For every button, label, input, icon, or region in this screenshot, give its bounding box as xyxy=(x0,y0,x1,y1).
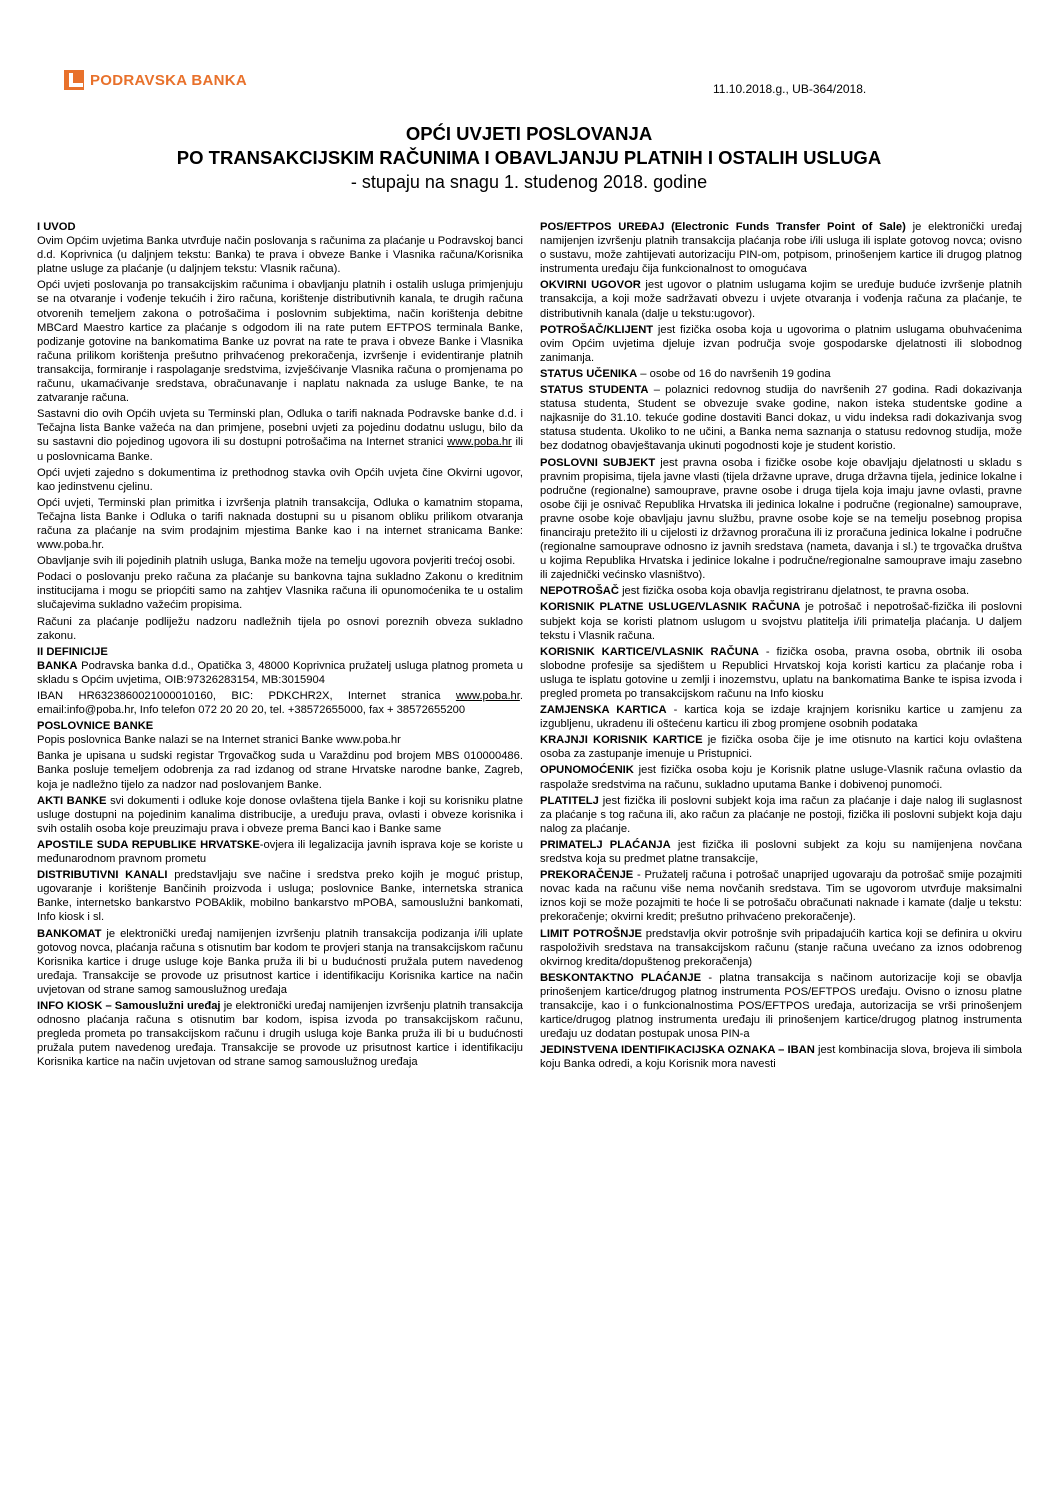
section-heading-uvod: I UVOD xyxy=(37,221,76,233)
definition-banka: BANKA Podravska banka d.d., Opatička 3, 48000 Koprivnica pružatelj usluga platnog prometa u skladu s Općim uvjetima, OIB:97326283154, MB:3015904 xyxy=(37,659,524,686)
definition-akti: AKTI BANKE svi dokumenti i odluke koje donose ovlaštena tijela Banke i koji su korisniku platne usluge dostupni na pojedinim kanalima distribucije, a uređuju prava, ovlasti i obveze korisnika i svih ostalih osoba koje preuzimaju prava i obveze prema Banci kao i Banke same xyxy=(37,794,523,835)
title-effective-date: - stupaju na snagu 1. studenog 2018. godine xyxy=(350,172,708,192)
definition-info-kiosk: INFO KIOSK – Samouslužni uređaj je elektronički uređaj namijenjen izvršenju platnih transakcija odnosno plaćanja računa s otisnutim bar kodom, ispisa izvoda po transakcijskom računu, pregleda prometa po transakcijskom računu i drugih usluga koje Banka pruža ili bi u budućnosti pružala putem navedenog uređaja. Transakcije se provode uz prisutnost kartice i identifikaciju Korisnika kartice na način uvjetovan od strane samog samouslužnog uređaja xyxy=(37,999,524,1069)
definition-status-ucenika: STATUS UČENIKA – osobe od 16 do navršenih 19 godina xyxy=(540,367,831,380)
paragraph: Opći uvjeti, Terminski plan primitka i izvršenja platnih transakcija, Odluka o kamatnim stopama, Tečajna lista Banke i Odluka o tarifi naknada dostupni su u pisanom obliku prilikom otvaranja računa za plaćanje na svim prodajnim mjestima Banke kao i na internet stranicama Banke: www.poba.hr. xyxy=(37,496,523,552)
section-heading-definicije: II DEFINICIJE xyxy=(37,645,108,658)
paragraph: Sastavni dio ovih Općih uvjeta su Terminski plan, Odluka o tarifi naknada Podravske banke d.d. i Tečajna lista Banke važeća na dan primjene, posebni uvjeti za pojedinu dodatnu uslugu, bilo da su sastavni dio pojedinog ugovora ili su dostupni potrošačima na Internet stranici www.poba.hr ili u poslovnicama Banke. xyxy=(37,408,524,463)
bank-logo-text: PODRAVSKA BANKA xyxy=(90,71,248,89)
bank-logo-icon xyxy=(64,70,84,90)
website-link[interactable]: www.poba.hr xyxy=(455,690,520,702)
paragraph: Računi za plaćanje podliježu nadzoru nadležnih tijela po osnovi poreznih obveza sukladno zakonu. xyxy=(37,615,523,642)
title-line-2: PO TRANSAKCIJSKIM RAČUNIMA I OBAVLJANJU PLATNIH I OSTALIH USLUGA xyxy=(176,147,882,168)
definition-okvirni-ugovor: OKVIRNI UGOVOR jest ugovor o platnim uslugama kojim se uređuje buduće izvršenje platnih transakcija, a koji može sadržavati obvezu i uvjete otvaranja i vođenja računa za plaćanje, te distributivnih kanala (dalje u tekstu:ugovor). xyxy=(540,279,1022,320)
website-link[interactable]: www.poba.hr xyxy=(447,436,512,449)
document-title xyxy=(0,122,1058,194)
definition-krajnji-korisnik: KRAJNJI KORISNIK KARTICE je fizička osoba čije je ime otisnuto na kartici koju ovlaštena osoba za zastupanje imenuje u Pristupnici. xyxy=(540,734,1022,761)
definition-status-studenta: STATUS STUDENTA – polaznici redovnog studija do navršenih 27 godina. Radi dokazivanja statusa studenta, Student se obvezuje svake godine, nakon isteka studentske godine a najkasnije do 31.10. tekuće godine dostaviti Banci dokaz, u vidu indeksa radi dokazivanja svog statusa studenta. Ukoliko to ne učini, a Banka nema saznanja o statusu redovnog studija, može bez dodatnog obavještavanja ukinuti pogodnosti koje je student koristio. xyxy=(540,384,1022,453)
definition-platitelj: PLATITELJ jest fizička ili poslovni subjekt koja ima račun za plaćanje i daje nalog ili suglasnost za plaćanje s tog računa ili, ako račun za plaćanje ne postoji, fizička ili poslovni subjekt koja daju nalog za plaćanje. xyxy=(540,794,1023,835)
paragraph: Opći uvjeti zajedno s dokumentima iz prethodnog stavka ovih Općih uvjeta čine Okvirni ugovor, kao jedinstvenu cjelinu. xyxy=(37,466,523,493)
paragraph: Podaci o poslovanju preko računa za plaćanje su bankovna tajna sukladno Zakonu o kreditnim institucijama i mogu se priopćiti samo na zahtjev Vlasnika računa ili opunomoćenika te u ostalim slučajevima sukladno važećim propisima. xyxy=(37,571,523,612)
paragraph: Opći uvjeti poslovanja po transakcijskim računima i obavljanju platnih i ostalih usluga primjenjuju se na otvaranje i vođenje tekućih i žiro računa, korištenje distributivnih kanala, te drugih računa otvorenih temeljem zakona o potrošačima i poslovnim subjektima, način korištenja debitne MBCard Maestro kartice za plaćanje s odgodom ili na rate putem EFTPOS terminala Banke, podizanje gotovine na bankomatima Banke uz povrat na rate te prava i obveze Banke i Vlasnika računa prilikom korištenja prešutno prihvaćenog prekoračenja, izvršenje i evidentiranje platnih transakcija, formiranje i raspolaganje sredstvima, izvješćivanje Vlasnika računa o promjenama po računu, ukamaćivanje sredstava, obračunavanje i naplatu naknada za usluge Banke, te na zatvaranje računa. xyxy=(37,279,523,405)
document-reference: 11.10.2018.g., UB-364/2018. xyxy=(713,82,867,96)
definition-opunomocenik: OPUNOMOĆENIK jest fizička osoba koju je Korisnik platne usluge-Vlasnik računa ovlastio da raspolaže sredstvima na računu, sukladno uputama Banke i dobivenoj punomoći. xyxy=(540,764,1023,791)
paragraph: Ovim Općim uvjetima Banka utvrđuje način poslovanja s računima za plaćanje u Podravskoj banci d.d. Koprivnica (u daljnjem tekstu: Banka) te prava i obveze Banke i Vlasnika računa/Korisnika platne usluge za plaćanje (u daljnjem tekstu: Vlasnik računa). xyxy=(37,235,523,276)
definition-korisnik-platne-usluge: KORISNIK PLATNE USLUGE/VLASNIK RAČUNA je potrošač i nepotrošač-fizička ili poslovni subjekt koja se koristi platnom uslugom u svojstvu platitelja i/ili primatelja plaćanja. U daljem tekstu i Vlasnik računa. xyxy=(540,601,1022,642)
definition-prekoracenje: PREKORAČENJE - Pružatelj računa i potrošač unaprijed ugovaraju da potrošač smije pozajmiti novac kada na računu više nema novčanih sredstava. Tim se ugovorom utvrđuje maksimalni iznos koji se može pozajmiti te hoće li se potrošaču obračunati naknade i kamate (dalje u tekstu: prekoračenje; okvirni kredit; prešutno prihvaćeno prekoračenje). xyxy=(540,869,1022,924)
definition-poslovnice: Popis poslovnica Banke nalazi se na Internet stranici Banke www.poba.hr xyxy=(37,734,401,747)
definition-primatelj: PRIMATELJ PLAĆANJA jest fizička ili poslovni subjekt za koju su namijenjena novčana sredstva koja su predmet platne transakcije, xyxy=(540,838,1023,866)
paragraph: Obavljanje svih ili pojedinih platnih usluga, Banka može na temelju ugovora povjeriti trećoj osobi. xyxy=(37,555,516,568)
definition-beskontaktno-placanje: BESKONTAKTNO PLAĆANJE - platna transakcija s načinom autorizacije koji se obavlja prinošenjem kartice/drugog platnog instrumenta POS/EFTPOS uređaju. Ovisno o iznosu platne transakcije, kao i o funkcionalnostima POS/EFTPOS uređaja, autorizacija se vrši prinošenjem kartice/drugog platnog instrumenta uređaju ili prinošenjem kartice/drugog platnog instrumenta uređaju uz dodatan postupak unosa PIN-a xyxy=(540,971,1022,1041)
definition-potrosac: POTROŠAČ/KLIJENT jest fizička osoba koja u ugovorima o platnim uslugama obuhvaćenima ovim Općim uvjetima djeluje izvan područja svoje gospodarske djelatnosti ili slobodnog zanimanja. xyxy=(540,323,1022,364)
definition-poslovnice-term: POSLOVNICE BANKE xyxy=(37,720,154,733)
definition-pos: POS/EFTPOS UREĐAJ (Electronic Funds Transfer Point of Sale) je elektronički uređaj namijenjen izvršenju platnih transakcija plaćanja robe i/ili usluga ili isplate gotovog novca; ovisno o sustavu, može zahtijevati autorizaciju PIN-om, potpisom, prinošenjem kartice ili drugog platnog instrumenta uređaju čija funkcionalnost to omogućava xyxy=(540,221,1022,276)
definition-bankomat: BANKOMAT je elektronički uređaj namijenjen izvršenju platnih transakcija podizanja i/ili uplate gotovog novca, plaćanja računa s otisnutim bar kodom te provjeri stanja na transakcijskom računu Korisnika kartice i druge usluge koje Banka pruža ili bi u budućnosti pružala putem navedenog uređaja. Transakcije se provode uz prisutnost kartice i identifikaciju Korisnika kartice na način uvjetovan od strane samog samouslužnog uređaja xyxy=(37,927,523,996)
definition-distributivni-kanali: DISTRIBUTIVNI KANALI predstavljaju sve načine i sredstva preko kojih je moguć pristup, ugovaranje i korištenje Bančinih proizvoda i usluga; poslovnice Banke, internetska stranica Banke, internetsko bankarstvo POBAklik, mobilno bankarstvo mPOBA, samouslužni bankomati, Info kiosk i sl. xyxy=(37,869,523,924)
definition-nepotrosac: NEPOTROŠAČ jest fizička osoba koja obavlja registriranu djelatnost, te pravna osoba. xyxy=(540,585,970,598)
definition-apostile: APOSTILE SUDA REPUBLIKE HRVATSKE-ovjera ili legalizacija javnih isprava koje se koriste u međunarodnom pravnom prometu xyxy=(37,838,523,866)
title-line-1: OPĆI UVJETI POSLOVANJA xyxy=(405,123,653,144)
definition-korisnik-kartice: KORISNIK KARTICE/VLASNIK RAČUNA - fizička osoba, pravna osoba, obrtnik ili osoba slobodne profesije sa sjedištem u Republici Hrvatskoj koja koristi karticu za plaćanje roba i usluga te isplatu gotovine u zemlji i inozemstvu, uplatu na bankomatima Banke te ispisa izvoda i pregled prometa po transakcijskom računu na Info kiosku xyxy=(540,645,1022,700)
definition-zamjenska-kartica: ZAMJENSKA KARTICA - kartica koja se izdaje krajnjem korisniku kartice u zamjenu za izgubljenu, ukradenu ili oštećenu karticu ili zbog promjene osobnih podataka xyxy=(540,704,1022,731)
left-column xyxy=(37,220,523,1071)
definition-limit-potrosnje: LIMIT POTROŠNJE predstavlja okvir potrošnje svih pripadajućih kartica koji se definira u okviru raspoloživih sredstava na transakcijskom računu (stanje računa uvećano za iznos odobrenog okvirnog kredita/dopuštenog prekoračenja) xyxy=(540,927,1022,968)
definition-poslovni-subjekt: POSLOVNI SUBJEKT jest pravna osoba i fizičke osobe koje obavljaju djelatnosti u skladu s pravnim propisima, tijela javne vlasti (tijela državne uprave, druga državna tijela, jedinice lokalne i područne (regionalne) samouprave, pravne osobe i druga tijela koja imaju javne ovlasti, pravne osobe čiji je osnivač Republika Hrvatska ili jedinica lokalne i područne (regionalne) samouprave, pravne osobe koje obavljaju javnu službu, pravne osobe koje se na temelju posebnog propisa financiraju pretežito ili u cijelosti iz državnog proračuna ili iz proračuna jedinica lokalne i područne (regionalne samouprave odnosno iz javnih sredstava (nameta, davanja i sl.) te trgovačka društva u kojima Republika Hrvatska i jedinice lokalne i područne/regionalne samouprave imaju zasebno ili zajednički većinsko vlasništvo). xyxy=(540,456,1022,582)
definition-iban: JEDINSTVENA IDENTIFIKACIJSKA OZNAKA – IBAN jest kombinacija slova, brojeva ili simbola koju Banka odredi, a koju Korisnik mora navesti xyxy=(540,1044,1022,1071)
bank-logo xyxy=(64,65,247,95)
bank-contact: IBAN HR6323860021000010160, BIC: PDKCHR2X, Internet stranica www.poba.hr. email:info@poba.hr, Info telefon 072 20 20 20, tel. +38572655000, fax + 38572655200 xyxy=(37,690,523,717)
paragraph: Banka je upisana u sudski registar Trgovačkog suda u Varaždinu pod brojem MBS 010000486. Banka posluje temeljem odobrenja za rad izdanog od strane Hrvatske narodne banke, Zagreb, koja je nadležno tijelo za nadzor nad poslovanjem Banke. xyxy=(37,750,523,791)
right-column xyxy=(540,220,1022,1073)
